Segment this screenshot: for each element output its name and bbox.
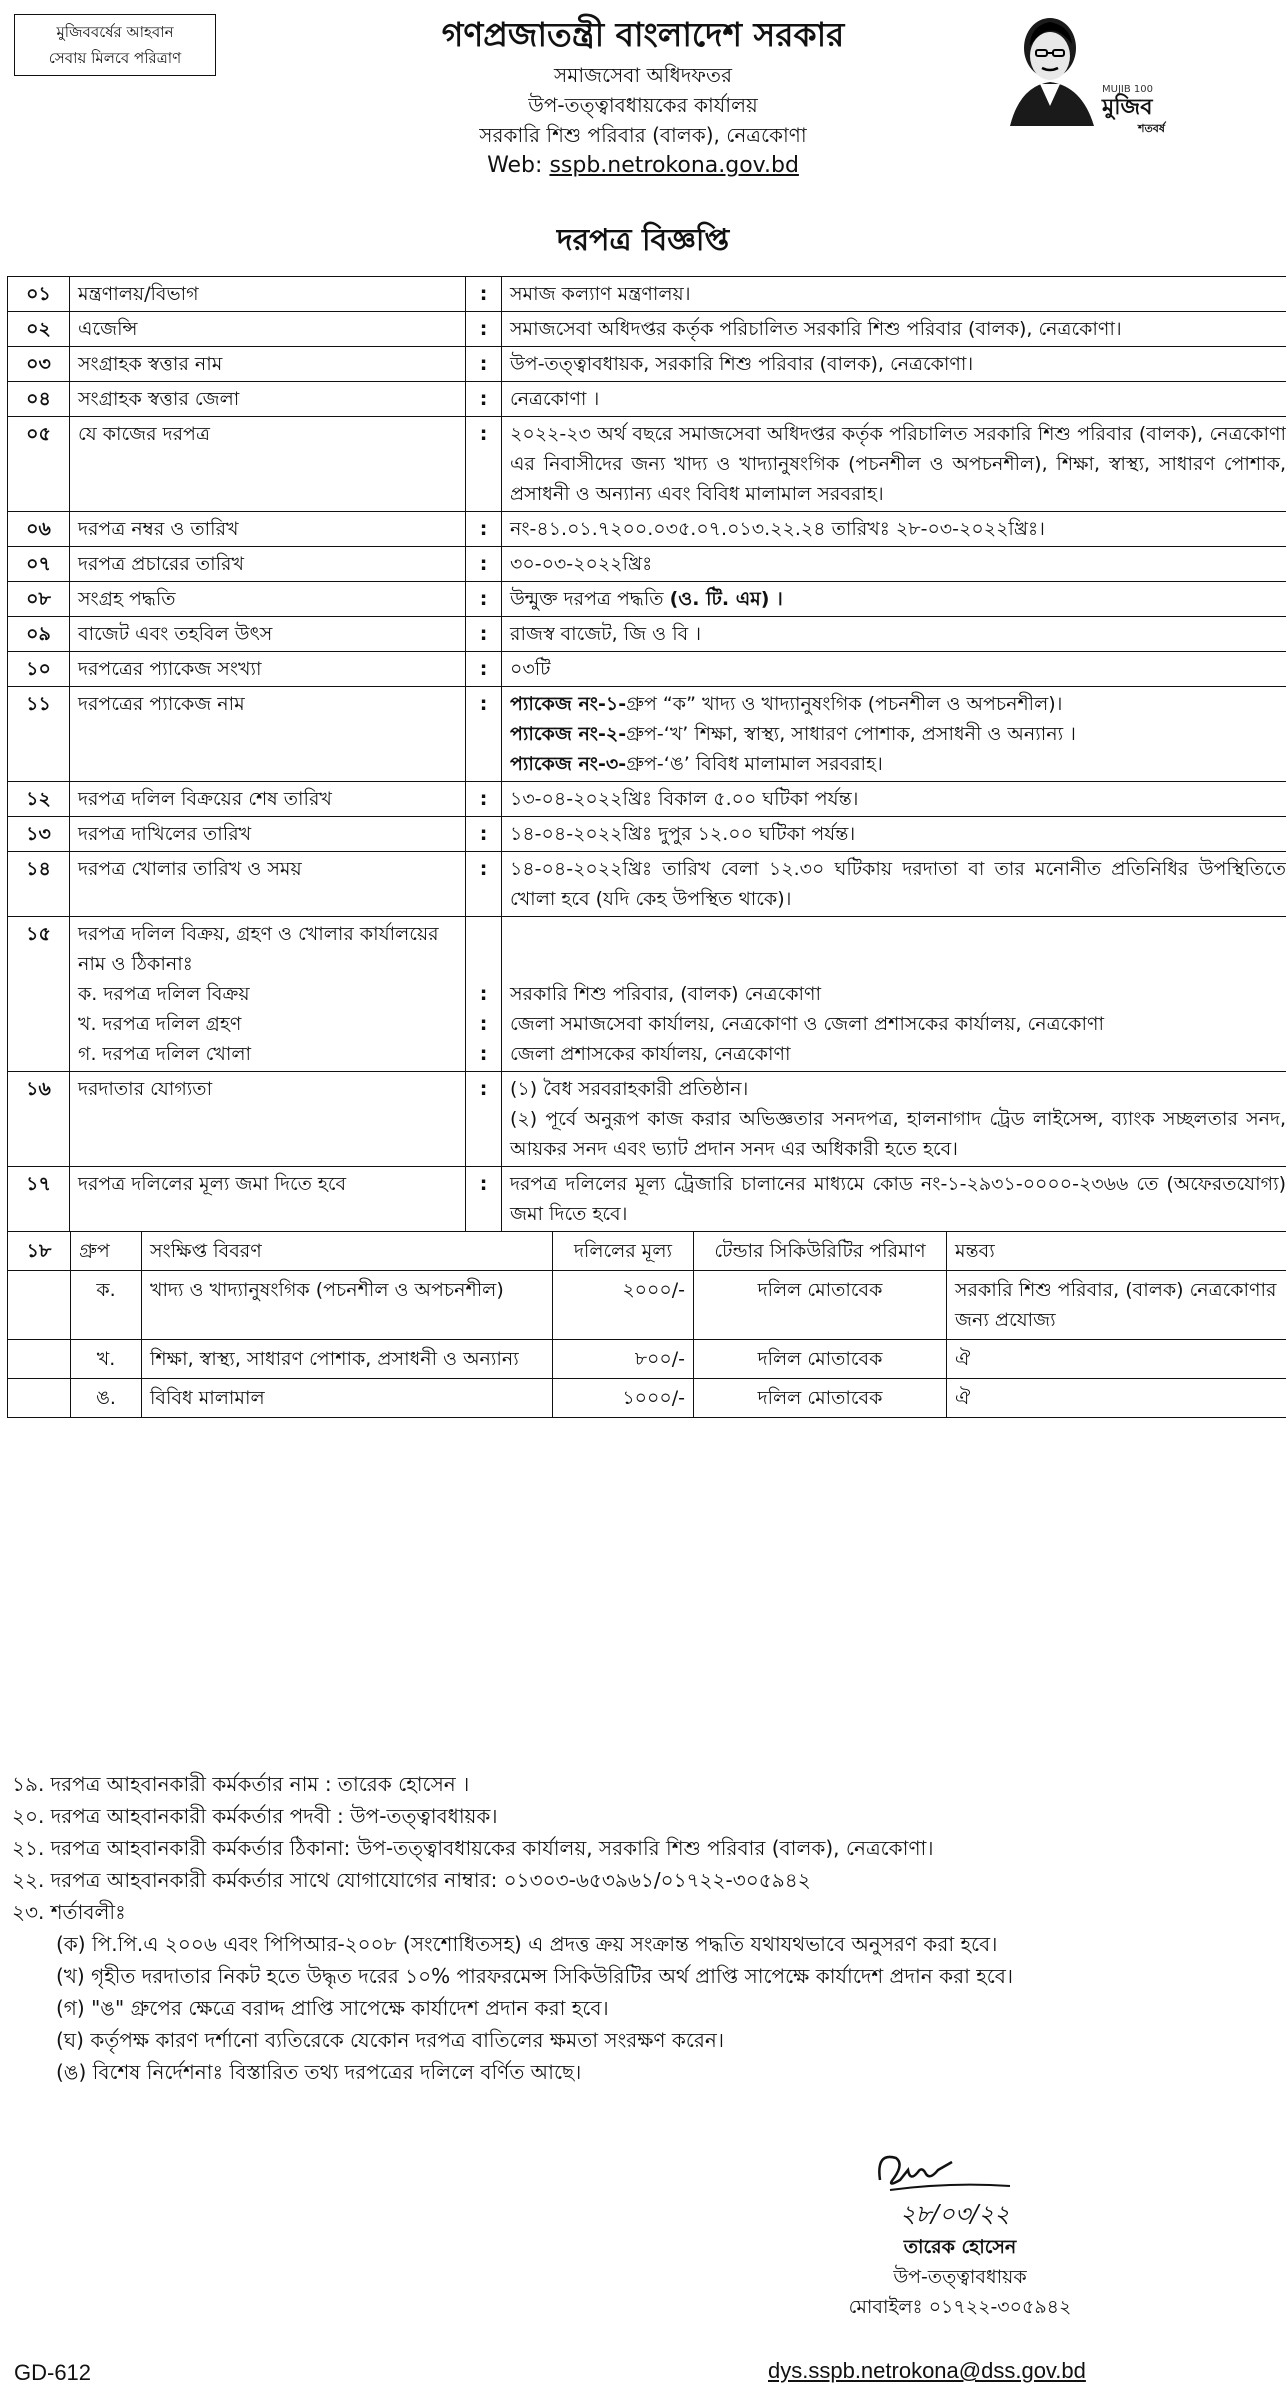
table-row bbox=[8, 582, 1286, 617]
row-value bbox=[502, 277, 1286, 312]
logo-mark: MUJIB 100 bbox=[1102, 84, 1153, 95]
row-colon: : bbox=[466, 347, 502, 382]
group-price: ১০০০/- bbox=[553, 1379, 694, 1418]
row-colon: : bbox=[479, 983, 488, 1005]
value-text: সমাজসেবা অধিদপ্তর কর্তৃক পরিচালিত সরকারি শিশু পরিবার (বালক), নেত্রকোণা। bbox=[510, 318, 1122, 340]
spacer bbox=[474, 949, 493, 979]
row-value bbox=[502, 782, 1286, 817]
condition-line: (গ) "ঙ" গ্রুপের ক্ষেত্রে বরাদ্দ প্রাপ্তি সাপেক্ষে কার্যাদেশ প্রদান করা হবে। bbox=[56, 1996, 609, 2020]
row-number: ১৫ bbox=[8, 917, 70, 1072]
condition-line: (খ) গৃহীত দরদাতার নিকট হতে উদ্ধৃত দরের ১০% পারফরমেন্স সিকিউরিটির অর্থ প্রাপ্তি সাপেক্ষে কার্যাদেশ প্রদান করা হবে। bbox=[56, 1964, 1014, 1988]
slogan-box bbox=[14, 14, 216, 76]
value-text: ১৪-০৪-২০২২খ্রিঃ তারিখ বেলা ১২.৩০ ঘটিকায় দরদাতা বা তার মনোনীত প্রতিনিধির উপস্থিতিতে খোলা হবে (যদি কেহ উপস্থিত থাকে)। bbox=[510, 858, 1286, 910]
row-value bbox=[502, 547, 1286, 582]
row-colon: : bbox=[466, 1072, 502, 1167]
table-row bbox=[8, 852, 1286, 917]
notice-code: GD-612 bbox=[14, 2360, 92, 2385]
row-colon-group bbox=[466, 917, 502, 1072]
row-label: দরপত্র দলিল বিক্রয়ের শেষ তারিখ bbox=[70, 782, 466, 817]
table-row bbox=[8, 687, 1286, 782]
group-row bbox=[8, 1379, 1286, 1418]
group-letter: ঙ. bbox=[71, 1379, 142, 1418]
office-item-value: জেলা সমাজসেবা কার্যালয়, নেত্রকোণা ও জেলা প্রশাসকের কার্যালয়, নেত্রকোণা bbox=[510, 1013, 1104, 1035]
value-bold-text: (ও. টি. এম) । bbox=[669, 588, 783, 610]
row-number: ১৪ bbox=[8, 852, 70, 917]
department-name: সমাজসেবা অধিদফতর bbox=[554, 63, 732, 87]
row-value bbox=[502, 687, 1286, 782]
row-label: সংগ্রহ পদ্ধতি bbox=[70, 582, 466, 617]
row-value bbox=[502, 652, 1286, 687]
row-label: দরপত্র দাখিলের তারিখ bbox=[70, 817, 466, 852]
note-line: ২৩. শর্তাবলীঃ bbox=[12, 1900, 126, 1924]
additional-notes bbox=[12, 1768, 1274, 2088]
group-price: ৮০০/- bbox=[553, 1340, 694, 1379]
group-security: দলিল মোতাবেক bbox=[694, 1379, 947, 1418]
group-letter: খ. bbox=[71, 1340, 142, 1379]
row-label: এজেন্সি bbox=[70, 312, 466, 347]
row-number: ১৮ bbox=[8, 1232, 71, 1271]
row-value bbox=[502, 512, 1286, 547]
row-colon: : bbox=[466, 817, 502, 852]
condition-line: (ঘ) কর্তৃপক্ষ কারণ দর্শানো ব্যতিরেকে যেকোন দরপত্র বাতিলের ক্ষমতা সংরক্ষণ করেন। bbox=[56, 2028, 724, 2052]
row-label: দরপত্র খোলার তারিখ ও সময় bbox=[70, 852, 466, 917]
row-label: সংগ্রাহক স্বত্তার নাম bbox=[70, 347, 466, 382]
office-item-value: জেলা প্রশাসকের কার্যালয়, নেত্রকোণা bbox=[510, 1043, 791, 1065]
row-label: দরপত্রের প্যাকেজ সংখ্যা bbox=[70, 652, 466, 687]
value-text: ২০২২-২৩ অর্থ বছরে সমাজসেবা অধিদপ্তর কর্তৃক পরিচালিত সরকারি শিশু পরিবার (বালক), নেত্রকোণা এর নিবাসীদের জন্য খাদ্য ও খাদ্যানুষংগিক (পচনশীল ও অপচনশীল), শিক্ষা, স্বাস্থ্য, সাধারণ পোশাক, প্রসাধনী ও অন্যান্য এবং বিবিধ মালামাল সরবরাহ। bbox=[510, 423, 1286, 505]
logo-text: মুজিব bbox=[1102, 94, 1153, 120]
institution-name: সরকারি শিশু পরিবার (বালক), নেত্রকোণা bbox=[479, 123, 807, 147]
letterhead bbox=[300, 10, 986, 182]
table-row bbox=[8, 312, 1286, 347]
signatory-designation: উপ-তত্ত্বাবধায়ক bbox=[893, 2266, 1027, 2288]
group-description: বিবিধ মালামাল bbox=[142, 1379, 553, 1418]
tender-details-table bbox=[7, 276, 1286, 1418]
row-colon: : bbox=[466, 652, 502, 687]
eligibility-item: (১) বৈধ সরবরাহকারী প্রতিষ্ঠান। bbox=[510, 1078, 749, 1100]
value-text: উপ-তত্ত্বাবধায়ক, সরকারি শিশু পরিবার (বালক), নেত্রকোণা। bbox=[510, 353, 974, 375]
value-text: ৩০-০৩-২০২২খ্রিঃ bbox=[510, 553, 653, 575]
row-colon: : bbox=[466, 277, 502, 312]
value-text: ১৩-০৪-২০২২খ্রিঃ বিকাল ৫.০০ ঘটিকা পর্যন্ত। bbox=[510, 788, 859, 810]
row-number: ০২ bbox=[8, 312, 70, 347]
row-value: দরপত্র দলিলের মূল্য ট্রেজারি চালানের মাধ্যমে কোড নং-১-২৯৩১-০০০০-২৩৬৬ তে (অফেরতযোগ্য) জমা দিতে হবে। bbox=[502, 1167, 1286, 1232]
logo-subtext: শতবর্ষ bbox=[1138, 122, 1165, 135]
website-link[interactable]: sspb.netrokona.gov.bd bbox=[549, 153, 799, 178]
office-item-value: সরকারি শিশু পরিবার, (বালক) নেত্রকোণা bbox=[510, 983, 822, 1005]
package-number: প্যাকেজ নং-৩- bbox=[510, 753, 627, 775]
row-number: ১৩ bbox=[8, 817, 70, 852]
group-security: দলিল মোতাবেক bbox=[694, 1340, 947, 1379]
row-number: ০৫ bbox=[8, 417, 70, 512]
blank-cell bbox=[8, 1379, 71, 1418]
value-text: ১৪-০৪-২০২২খ্রিঃ দুপুর ১২.০০ ঘটিকা পর্যন্ত। bbox=[510, 823, 856, 845]
contact-email[interactable]: dys.sspb.netrokona@dss.gov.bd bbox=[768, 2358, 1086, 2383]
row-number: ০৮ bbox=[8, 582, 70, 617]
package-item bbox=[510, 719, 1286, 749]
groups-table bbox=[8, 1232, 1286, 1417]
row-colon: : bbox=[466, 617, 502, 652]
table-row bbox=[8, 347, 1286, 382]
table-row-eligibility bbox=[8, 1072, 1286, 1167]
slogan-line-1: মুজিববর্ষের আহবান bbox=[56, 23, 174, 41]
row-label: দরপত্র দলিলের মূল্য জমা দিতে হবে bbox=[70, 1167, 466, 1232]
government-name: গণপ্রজাতন্ত্রী বাংলাদেশ সরকার bbox=[441, 15, 845, 54]
table-row bbox=[8, 782, 1286, 817]
blank-cell bbox=[8, 1271, 71, 1340]
row-label: দরপত্র প্রচারের তারিখ bbox=[70, 547, 466, 582]
row-colon: : bbox=[466, 417, 502, 512]
website-line bbox=[300, 150, 986, 182]
row-value bbox=[502, 852, 1286, 917]
blank-cell bbox=[8, 1340, 71, 1379]
row-value bbox=[502, 347, 1286, 382]
note-line: ২১. দরপত্র আহবানকারী কর্মকর্তার ঠিকানা: উপ-তত্ত্বাবধায়কের কার্যালয়, সরকারি শিশু পরিবার (বালক), নেত্রকোণা। bbox=[12, 1836, 934, 1860]
row-value bbox=[502, 382, 1286, 417]
value-text: রাজস্ব বাজেট, জি ও বি । bbox=[510, 623, 702, 645]
value-text: সমাজ কল্যাণ মন্ত্রণালয়। bbox=[510, 283, 691, 305]
spacer bbox=[510, 949, 1286, 979]
header-group: গ্রুপ bbox=[71, 1232, 142, 1271]
row-value bbox=[502, 417, 1286, 512]
row-colon: : bbox=[466, 312, 502, 347]
signatory-name: তারেক হোসেন bbox=[903, 2236, 1017, 2258]
group-remarks: সরকারি শিশু পরিবার, (বালক) নেত্রকোণার জন্য প্রযোজ্য bbox=[947, 1271, 1286, 1340]
row-label bbox=[70, 917, 466, 1072]
row-colon: : bbox=[479, 1013, 488, 1035]
row-value bbox=[502, 312, 1286, 347]
row-number: ১৬ bbox=[8, 1072, 70, 1167]
mujib-100-logo bbox=[990, 6, 1170, 146]
spacer bbox=[510, 919, 1286, 949]
office-item-label: খ. দরপত্র দলিল গ্রহণ bbox=[78, 1013, 242, 1035]
group-description: শিক্ষা, স্বাস্থ্য, সাধারণ পোশাক, প্রসাধনী ও অন্যান্য bbox=[142, 1340, 553, 1379]
groups-header-row bbox=[8, 1232, 1286, 1271]
row-number: ১১ bbox=[8, 687, 70, 782]
signatory-mobile: মোবাইলঃ ০১৭২২-৩০৫৯৪২ bbox=[848, 2296, 1072, 2318]
row-value bbox=[502, 582, 1286, 617]
table-row-offices bbox=[8, 917, 1286, 1072]
row-colon: : bbox=[466, 547, 502, 582]
row-value bbox=[502, 617, 1286, 652]
package-item bbox=[510, 689, 1286, 719]
value-text: ০৩টি bbox=[510, 658, 551, 680]
group-price: ২০০০/- bbox=[553, 1271, 694, 1340]
office-item-label: গ. দরপত্র দলিল খোলা bbox=[78, 1043, 251, 1065]
group-remarks: ঐ bbox=[947, 1340, 1286, 1379]
note-line: ২০. দরপত্র আহবানকারী কর্মকর্তার পদবী : উপ-তত্ত্বাবধায়ক। bbox=[12, 1804, 498, 1828]
table-row bbox=[8, 817, 1286, 852]
value-text: উন্মুক্ত দরপত্র পদ্ধতি bbox=[510, 588, 664, 610]
handwritten-signature bbox=[860, 2140, 1040, 2230]
row-number: ০১ bbox=[8, 277, 70, 312]
signatory-block bbox=[760, 2232, 1160, 2322]
table-row bbox=[8, 277, 1286, 312]
row-number: ০৬ bbox=[8, 512, 70, 547]
table-row bbox=[8, 617, 1286, 652]
header-security: টেন্ডার সিকিউরিটির পরিমাণ bbox=[694, 1232, 947, 1271]
groups-cell bbox=[8, 1232, 1286, 1418]
signature-date: ২৮/০৩/২২ bbox=[900, 2200, 1010, 2228]
row-number: ১৭ bbox=[8, 1167, 70, 1232]
condition-line: (ক) পি.পি.এ ২০০৬ এবং পিপিআর-২০০৮ (সংশোধিতসহ) এ প্রদত্ত ক্রয় সংক্রান্ত পদ্ধতি যথাযথভাবে অনুসরণ করা হবে। bbox=[56, 1932, 998, 1956]
row-value bbox=[502, 817, 1286, 852]
group-row bbox=[8, 1271, 1286, 1340]
table-row-document-price bbox=[8, 1167, 1286, 1232]
office-item-label: ক. দরপত্র দলিল বিক্রয় bbox=[78, 983, 250, 1005]
row-colon: : bbox=[466, 852, 502, 917]
row-label: সংগ্রাহক স্বত্তার জেলা bbox=[70, 382, 466, 417]
row-colon: : bbox=[466, 582, 502, 617]
group-security: দলিল মোতাবেক bbox=[694, 1271, 947, 1340]
row-colon: : bbox=[466, 687, 502, 782]
row-number: ০৪ bbox=[8, 382, 70, 417]
row-label: যে কাজের দরপত্র bbox=[70, 417, 466, 512]
spacer bbox=[474, 919, 493, 949]
table-row-groups bbox=[8, 1232, 1286, 1418]
condition-line: (ঙ) বিশেষ নির্দেশনাঃ বিস্তারিত তথ্য দরপত্রের দলিলে বর্ণিত আছে। bbox=[56, 2060, 582, 2084]
note-line: ২২. দরপত্র আহবানকারী কর্মকর্তার সাথে যোগাযোগের নাম্বার: ০১৩০৩-৬৫৩৯৬১/০১৭২২-৩০৫৯৪২ bbox=[12, 1868, 811, 1892]
package-text: গ্রুপ-‘খ’ শিক্ষা, স্বাস্থ্য, সাধারণ পোশাক, প্রসাধনী ও অন্যান্য । bbox=[626, 723, 1076, 745]
slogan-line-2: সেবায় মিলবে পরিত্রাণ bbox=[48, 49, 182, 67]
row-number: ১২ bbox=[8, 782, 70, 817]
header-price: দলিলের মূল্য bbox=[553, 1232, 694, 1271]
row-number: ১০ bbox=[8, 652, 70, 687]
row-label: মন্ত্রণালয়/বিভাগ bbox=[70, 277, 466, 312]
row-label: দরদাতার যোগ্যতা bbox=[70, 1072, 466, 1167]
row-label: দরপত্র নম্বর ও তারিখ bbox=[70, 512, 466, 547]
row-colon: : bbox=[466, 1167, 502, 1232]
table-row bbox=[8, 382, 1286, 417]
row-label: বাজেট এবং তহবিল উৎস bbox=[70, 617, 466, 652]
package-item bbox=[510, 749, 1286, 779]
row-label: দরপত্রের প্যাকেজ নাম bbox=[70, 687, 466, 782]
office-name: উপ-তত্ত্বাবধায়কের কার্যালয় bbox=[528, 93, 758, 117]
note-line: ১৯. দরপত্র আহবানকারী কর্মকর্তার নাম : তারেক হোসেন । bbox=[12, 1772, 470, 1796]
package-text: গ্রুপ “ক” খাদ্য ও খাদ্যানুষংগিক (পচনশীল ও অপচনশীল)। bbox=[626, 693, 1063, 715]
row-value bbox=[502, 917, 1286, 1072]
web-label: Web: bbox=[487, 153, 543, 178]
row-number: ০৩ bbox=[8, 347, 70, 382]
row-value bbox=[502, 1072, 1286, 1167]
value-text: নং-৪১.০১.৭২০০.০৩৫.০৭.০১৩.২২.২৪ তারিখঃ ২৮-০৩-২০২২খ্রিঃ। bbox=[510, 518, 1045, 540]
notice-title: দরপত্র বিজ্ঞপ্তি bbox=[556, 223, 730, 258]
row-colon: : bbox=[466, 512, 502, 547]
table-row bbox=[8, 652, 1286, 687]
table-row bbox=[8, 417, 1286, 512]
table-row bbox=[8, 512, 1286, 547]
group-remarks: ঐ bbox=[947, 1379, 1286, 1418]
package-number: প্যাকেজ নং-২- bbox=[510, 723, 627, 745]
row-number: ০৭ bbox=[8, 547, 70, 582]
table-row bbox=[8, 547, 1286, 582]
row-colon: : bbox=[466, 782, 502, 817]
eligibility-item: (২) পূর্বে অনুরূপ কাজ করার অভিজ্ঞতার সনদপত্র, হালনাগাদ ট্রেড লাইসেন্স, ব্যাংক সচ্ছলতার সনদ, আয়কর সনদ এবং ভ্যাট প্রদান সনদ এর অধিকারী হতে হবে। bbox=[510, 1108, 1286, 1160]
offices-heading: দরপত্র দলিল বিক্রয়, গ্রহণ ও খোলার কার্যালয়ের নাম ও ঠিকানাঃ bbox=[78, 923, 439, 975]
header-description: সংক্ষিপ্ত বিবরণ bbox=[142, 1232, 553, 1271]
group-letter: ক. bbox=[71, 1271, 142, 1340]
package-number: প্যাকেজ নং-১- bbox=[510, 693, 627, 715]
group-row bbox=[8, 1340, 1286, 1379]
row-number: ০৯ bbox=[8, 617, 70, 652]
group-description: খাদ্য ও খাদ্যানুষংগিক (পচনশীল ও অপচনশীল) bbox=[142, 1271, 553, 1340]
package-text: গ্রুপ-‘ঙ’ বিবিধ মালামাল সরবরাহ। bbox=[626, 753, 883, 775]
row-colon: : bbox=[479, 1043, 488, 1065]
header-remarks: মন্তব্য bbox=[947, 1232, 1286, 1271]
value-text: নেত্রকোণা । bbox=[510, 388, 600, 410]
row-colon: : bbox=[466, 382, 502, 417]
